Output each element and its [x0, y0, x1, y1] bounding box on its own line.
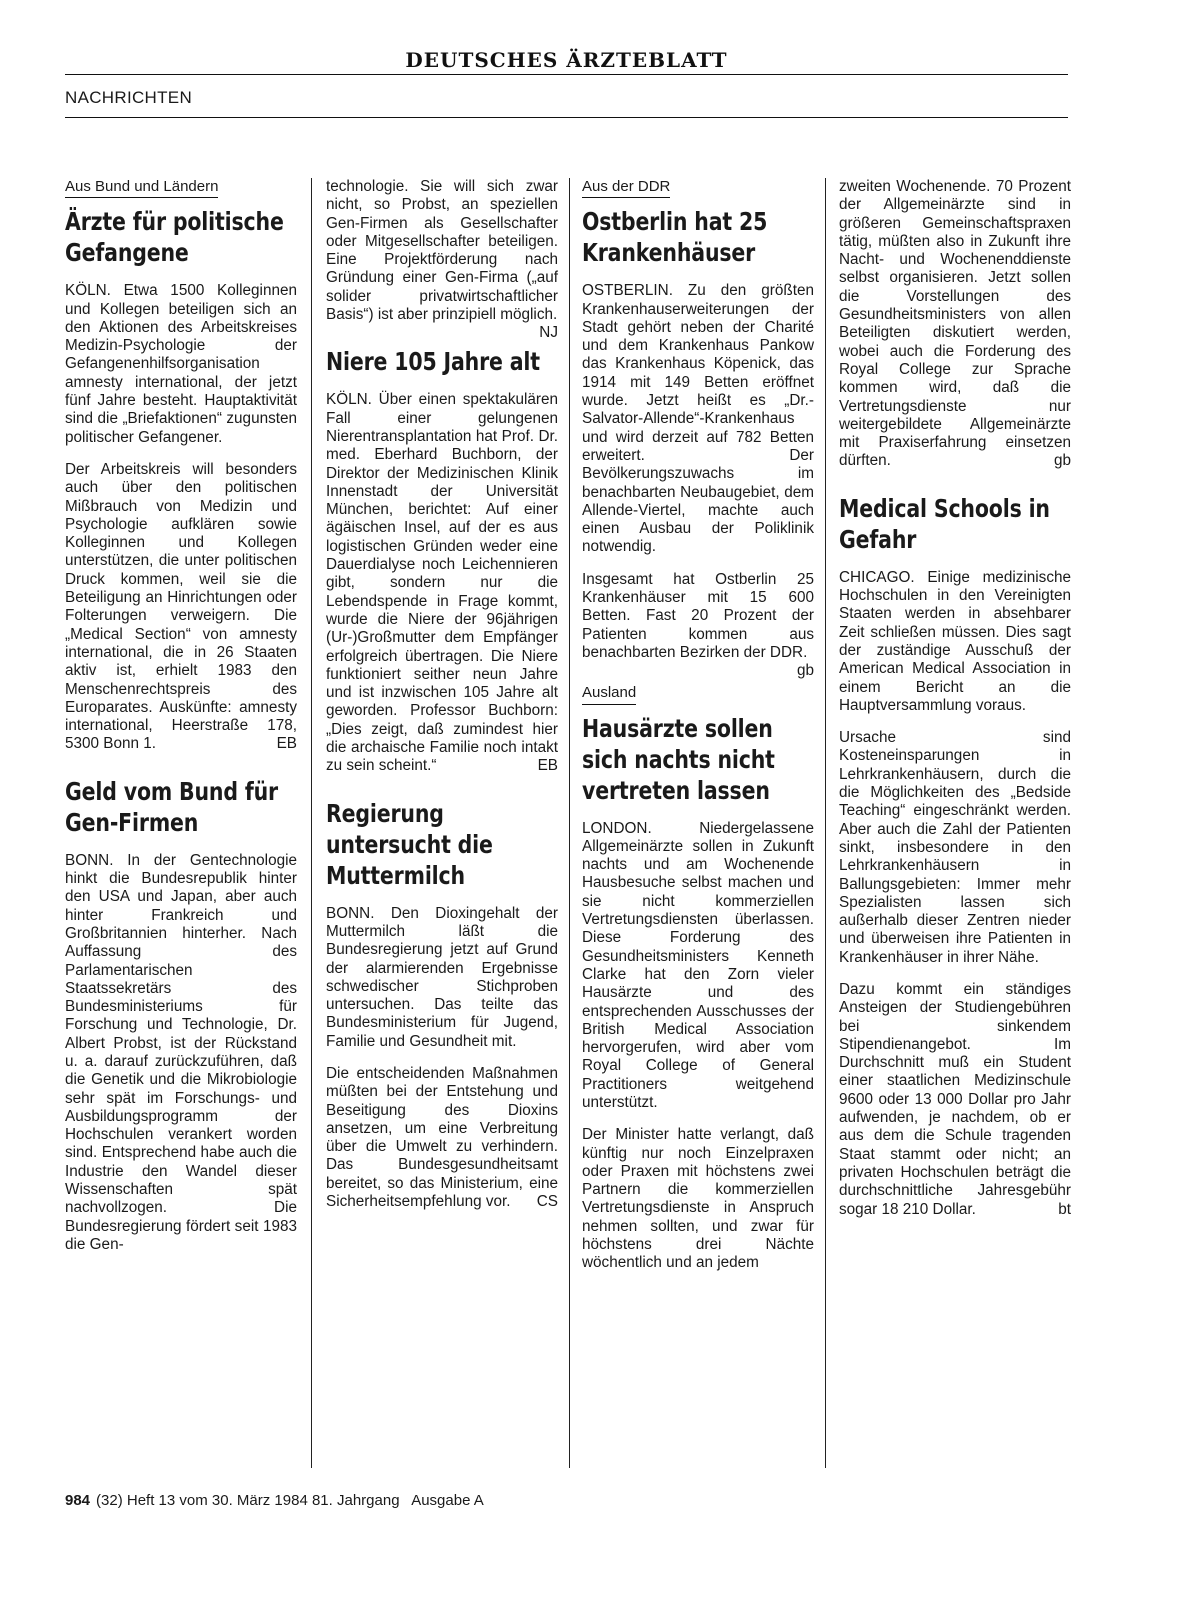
- author-signature: gb: [1053, 452, 1071, 470]
- column-divider: [569, 178, 570, 1468]
- author-signature: CS: [536, 1193, 558, 1211]
- masthead: DEUTSCHES ÄRZTEBLATT: [405, 48, 728, 72]
- author-signature: bt: [1058, 1200, 1071, 1218]
- column-1: [65, 178, 297, 1478]
- author-signature: gb: [796, 662, 814, 680]
- author-signature: NJ: [539, 324, 558, 342]
- page-number: 984: [65, 1492, 91, 1509]
- article-paragraph: Der Minister hatte verlangt, daß künftig nur noch Einzelpraxen oder Praxen mit höchstens zwei Partnern die kommerziellen Vertretungsdienste in Anspruch nehmen sollten, und zwar für höchstens drei Nächte wöchentlich und an jedem: [582, 1126, 814, 1272]
- article-paragraph: BONN. Den Dioxingehalt der Muttermilch läßt die Bundesregierung jetzt auf Grund der alarmierenden Ergebnisse schwedischer Stichproben untersuchen. Das teilte das Bundesministerium für Jugend, Familie und Gesundheit mit.: [326, 904, 558, 1050]
- article-paragraph: LONDON. Niedergelassene Allgemeinärzte sollen in Zukunft nachts und am Wochenende Hausbesuche selbst machen und sie nicht kommerziellen Vertretungsdiensten überlassen. Diese Forderung des Gesundheitsministers Kenneth Clarke hat den Zorn vieler Hausärzte und des entsprechenden Ausschusses der British Medical Association hervorgerufen, wird aber vom Royal College of General Practitioners weitgehend unterstützt.: [582, 819, 814, 1111]
- author-signature: EB: [276, 735, 297, 753]
- page-footer: [65, 1492, 484, 1509]
- article-paragraph: BONN. In der Gentechnologie hinkt die Bundesrepublik hinter den USA und Japan, aber auch hinter Frankreich und Großbritannien hinterher. Nach Auffassung des Parlamentarischen Staatssekretärs des Bundesministeriums für Forschung und Technologie, Dr. Albert Probst, ist der Rückstand u. a. darauf zurückzuführen, daß die Genetik und die Mikrobiologie sehr spät im Forschungs- und Ausbildungsprogramm der Hochschulen verankert worden sind. Entsprechend habe auch die Industrie den Wandel dieser Wissenschaften spät nachvollzogen. Die Bundesregierung fördert seit 1983 die Gen-: [65, 851, 297, 1253]
- column-2: [326, 178, 558, 1478]
- article-paragraph: Dazu kommt ein ständiges Ansteigen der Studiengebühren bei sinkendem Stipendienangebot. Im Durchschnitt muß ein Student einer staatlichen Medizinschule 9600 oder 13 000 Dollar pro Jahr aufwenden, je nachdem, ob er aus dem die Schule tragenden Staat stammt oder nicht; an privaten Hochschulen beträgt die durchschnittliche Jahresgebühr sogar 18 210 Dollar. bt: [839, 980, 1071, 1218]
- article-kicker: Aus der DDR: [582, 178, 670, 198]
- header-rule-bottom: [65, 117, 1068, 118]
- article-paragraph: technologie. Sie will sich zwar nicht, so Probst, an speziellen Gen-Firmen als Gesellschafter oder Mitgesellschafter beteiligen. Eine Projektförderung nach Gründung einer Gen-Firma („auf solider privatwirtschaftlicher Basis“) ist aber prinzipiell möglich. NJ: [326, 178, 558, 342]
- article-paragraph: KÖLN. Etwa 1500 Kolleginnen und Kollegen beteiligen sich an den Aktionen des Arbeitskreises Medizin-Psychologie der Gefangenenhilfsorganisation amnesty international, der jetzt fünf Jahre besteht. Hauptaktivität sind die „Briefaktionen“ zugunsten politischer Gefangener.: [65, 282, 297, 446]
- author-signature: EB: [537, 757, 558, 775]
- header-rule-top: [65, 74, 1068, 75]
- section-label: NACHRICHTEN: [65, 88, 193, 107]
- issue-info: (32) Heft 13 vom 30. März 1984 81. Jahrgang Ausgabe A: [96, 1492, 484, 1509]
- article-paragraph: Ursache sind Kosteneinsparungen in Lehrkrankenhäusern, durch die die Möglichkeiten des „Bedside Teaching“ eingeschränkt werden. Aber auch die Zahl der Patienten sinkt, insbesondere in den Lehrkrankenhäusern in Ballungsgebieten: Immer mehr Spezialisten lassen sich außerhalb dieser Zentren nieder und überweisen ihre Patienten in Krankenhäuser in ihrer Nähe.: [839, 729, 1071, 966]
- article-title: Medical Schools in Gefahr: [839, 493, 1050, 554]
- article-paragraph: Der Arbeitskreis will besonders auch über den politischen Mißbrauch von Medizin und Psychologie aufklären sowie Kolleginnen und Kollegen unterstützen, die unter politischen Druck kommen, weil sie die Beteiligung an Hinrichtungen oder Folterungen verweigern. Die „Medical Section“ von amnesty international, die in 26 Staaten aktiv ist, erhielt 1983 den Menschenrechtspreis des Europarates. Auskünfte: amnesty international, Heerstraße 178, 5300 Bonn 1. EB: [65, 460, 297, 753]
- article-title: Geld vom Bund für Gen-Firmen: [65, 776, 278, 837]
- article-paragraph: Die entscheidenden Maßnahmen müßten bei der Entstehung und Beseitigung des Dioxins ansetzen, um eine Verbreitung über die Umwelt zu verhindern. Das Bundesgesundheitsamt bereitet, so das Ministerium, eine Sicherheitsempfehlung vor. CS: [326, 1064, 558, 1211]
- column-4: [839, 178, 1071, 1478]
- article-kicker: Ausland: [582, 684, 636, 704]
- article-title: Ostberlin hat 25 Krankenhäuser: [582, 207, 768, 268]
- article-paragraph: CHICAGO. Einige medizinische Hochschulen in den Vereinigten Staaten werden in absehbarer Zeit schließen müssen. Dies sagt der zuständige Ausschuß der American Medical Association in einem Bericht an die Hauptversammlung voraus.: [839, 568, 1071, 714]
- article-paragraph: KÖLN. Über einen spektakulären Fall einer gelungenen Nierentransplantation hat Prof. Dr. med. Eberhard Buchborn, der Direktor der Medizinischen Klinik Innenstadt der Universität München, berichtet: Auf einer ägäischen Insel, auf der es aus logistischen Gründen weder eine Dauerdialyse noch Leichennieren gibt, sondern nur die Lebendspende in Frage kommt, wurde die Niere der 96jährigen (Ur-)Großmutter dem Empfänger erfolgreich übertragen. Die Niere funktioniert seither neun Jahre und ist inzwischen 105 Jahre alt geworden. Professor Buchborn: „Dies zeigt, daß zumindest hier die archaische Familie noch intakt zu sein scheint.“ EB: [326, 391, 558, 775]
- article-kicker: Aus Bund und Ländern: [65, 178, 218, 198]
- article-paragraph: Insgesamt hat Ostberlin 25 Krankenhäuser mit 15 600 Betten. Fast 20 Prozent der Patienten kommen aus benachbarten Bezirken der DDR. gb: [582, 570, 814, 680]
- article-title: Niere 105 Jahre alt: [326, 347, 540, 377]
- article-paragraph: zweiten Wochenende. 70 Prozent der Allgemeinärzte sind in größeren Gemeinschaftspraxen tätig, müßten also in Zukunft ihre Nacht- und Wochenenddienste selbst organisieren. Jetzt sollen die Vorstellungen des Gesundheitsministers von allen Beteiligten diskutiert werden, wobei auch die Forderung des Royal College zur Sprache kommen wird, daß die Vertretungsdienste nur weitergebildete Allgemeinärzte mit Praxiserfahrung einsetzen dürften. gb: [839, 178, 1071, 470]
- column-divider: [311, 178, 312, 1468]
- column-divider: [825, 178, 826, 1468]
- column-3: [582, 178, 814, 1478]
- article-title: Hausärzte sollen sich nachts nicht vertreten lassen: [582, 713, 775, 805]
- article-title: Ärzte für politische Gefangene: [65, 207, 284, 268]
- article-title: Regierung untersucht die Muttermilch: [326, 798, 493, 890]
- article-paragraph: OSTBERLIN. Zu den größten Krankenhauserweiterungen der Stadt gehört neben der Charité und dem Krankenhaus Pankow das Krankenhaus Köpenick, das 1914 mit 149 Betten eröffnet wurde. Jetzt heißt es „Dr.-Salvator-Allende“-Krankenhaus und wird derzeit auf 782 Betten erweitert. Der Bevölkerungszuwachs im benachbarten Neubaugebiet, dem Allende-Viertel, machte auch einen Ausbau der Poliklinik notwendig.: [582, 282, 814, 556]
